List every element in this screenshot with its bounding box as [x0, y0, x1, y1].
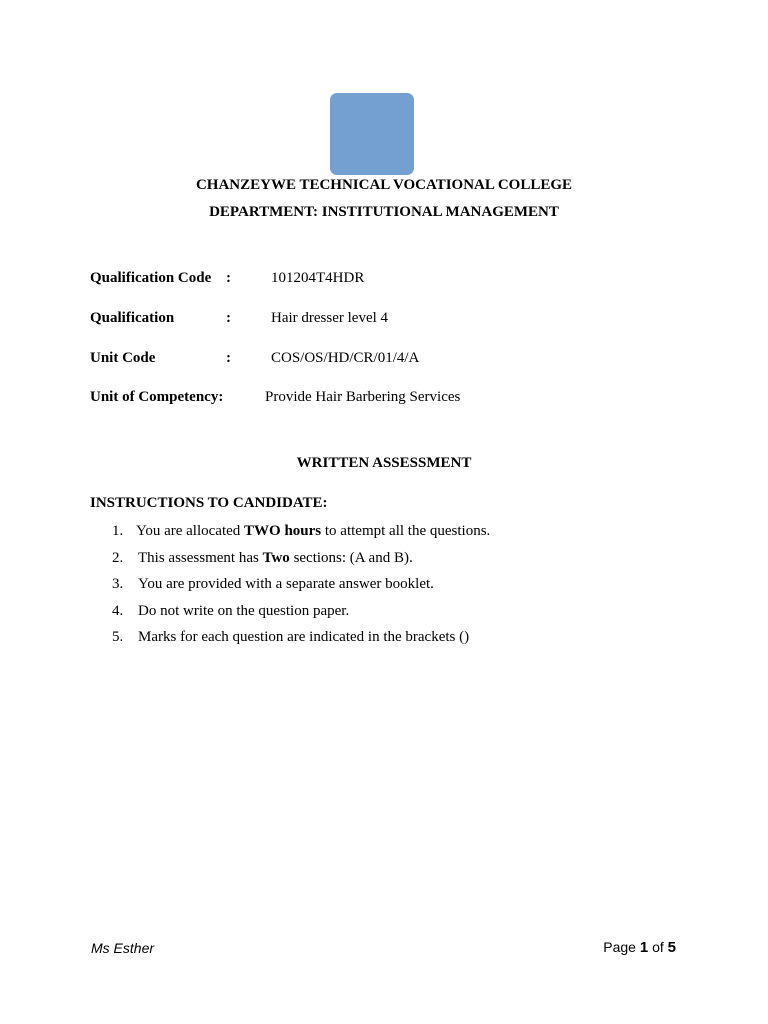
field-label: Qualification Code [90, 270, 212, 286]
instruction-item [112, 548, 490, 575]
instruction-text: This assessment has [138, 549, 263, 566]
college-logo [330, 93, 414, 175]
instruction-text: Do not write on the question paper. [138, 602, 350, 619]
page-current: 1 [639, 939, 649, 956]
instruction-number: 3. [112, 576, 124, 592]
instruction-number: 1. [112, 523, 124, 539]
instructions-list [112, 521, 490, 654]
instruction-number: 4. [112, 602, 124, 619]
instruction-emphasis: TWO hours [244, 523, 322, 539]
instruction-item [112, 627, 490, 654]
instruction-text: You are provided with a separate answer booklet. [138, 576, 434, 592]
instruction-text: Marks for each question are indicated in the brackets () [138, 629, 470, 645]
instruction-item [112, 521, 490, 548]
field-colon: : [226, 270, 231, 286]
field-value: Hair dresser level 4 [271, 310, 389, 326]
instruction-number: 2. [112, 549, 124, 566]
instruction-text: You are allocated [136, 523, 245, 539]
instruction-item [112, 574, 490, 601]
instruction-text: sections: (A and B). [289, 549, 413, 566]
field-value: Provide Hair Barbering Services [265, 389, 461, 405]
field-value: 101204T4HDR [271, 270, 365, 286]
of-word: of [652, 939, 664, 955]
instruction-text: to attempt all the questions. [321, 523, 491, 539]
instruction-emphasis: Two [262, 549, 290, 566]
field-label: Unit Code [90, 350, 156, 366]
assessment-title: WRITTEN ASSESSMENT [296, 455, 472, 471]
instructions-title: INSTRUCTIONS TO CANDIDATE: [90, 495, 328, 511]
field-label: Unit of Competency: [90, 389, 224, 405]
field-colon: : [226, 310, 231, 326]
field-label: Qualification [90, 310, 175, 326]
field-value: COS/OS/HD/CR/01/4/A [271, 350, 420, 366]
instruction-number: 5. [112, 629, 124, 645]
page-total: 5 [667, 939, 676, 956]
department-name: DEPARTMENT: INSTITUTIONAL MANAGEMENT [209, 204, 559, 220]
footer-author: Ms Esther [91, 940, 155, 956]
instruction-item [112, 601, 490, 628]
page-number [603, 939, 676, 956]
field-colon: : [226, 350, 231, 366]
page-word: Page [603, 939, 636, 955]
college-name: CHANZEYWE TECHNICAL VOCATIONAL COLLEGE [195, 177, 573, 193]
